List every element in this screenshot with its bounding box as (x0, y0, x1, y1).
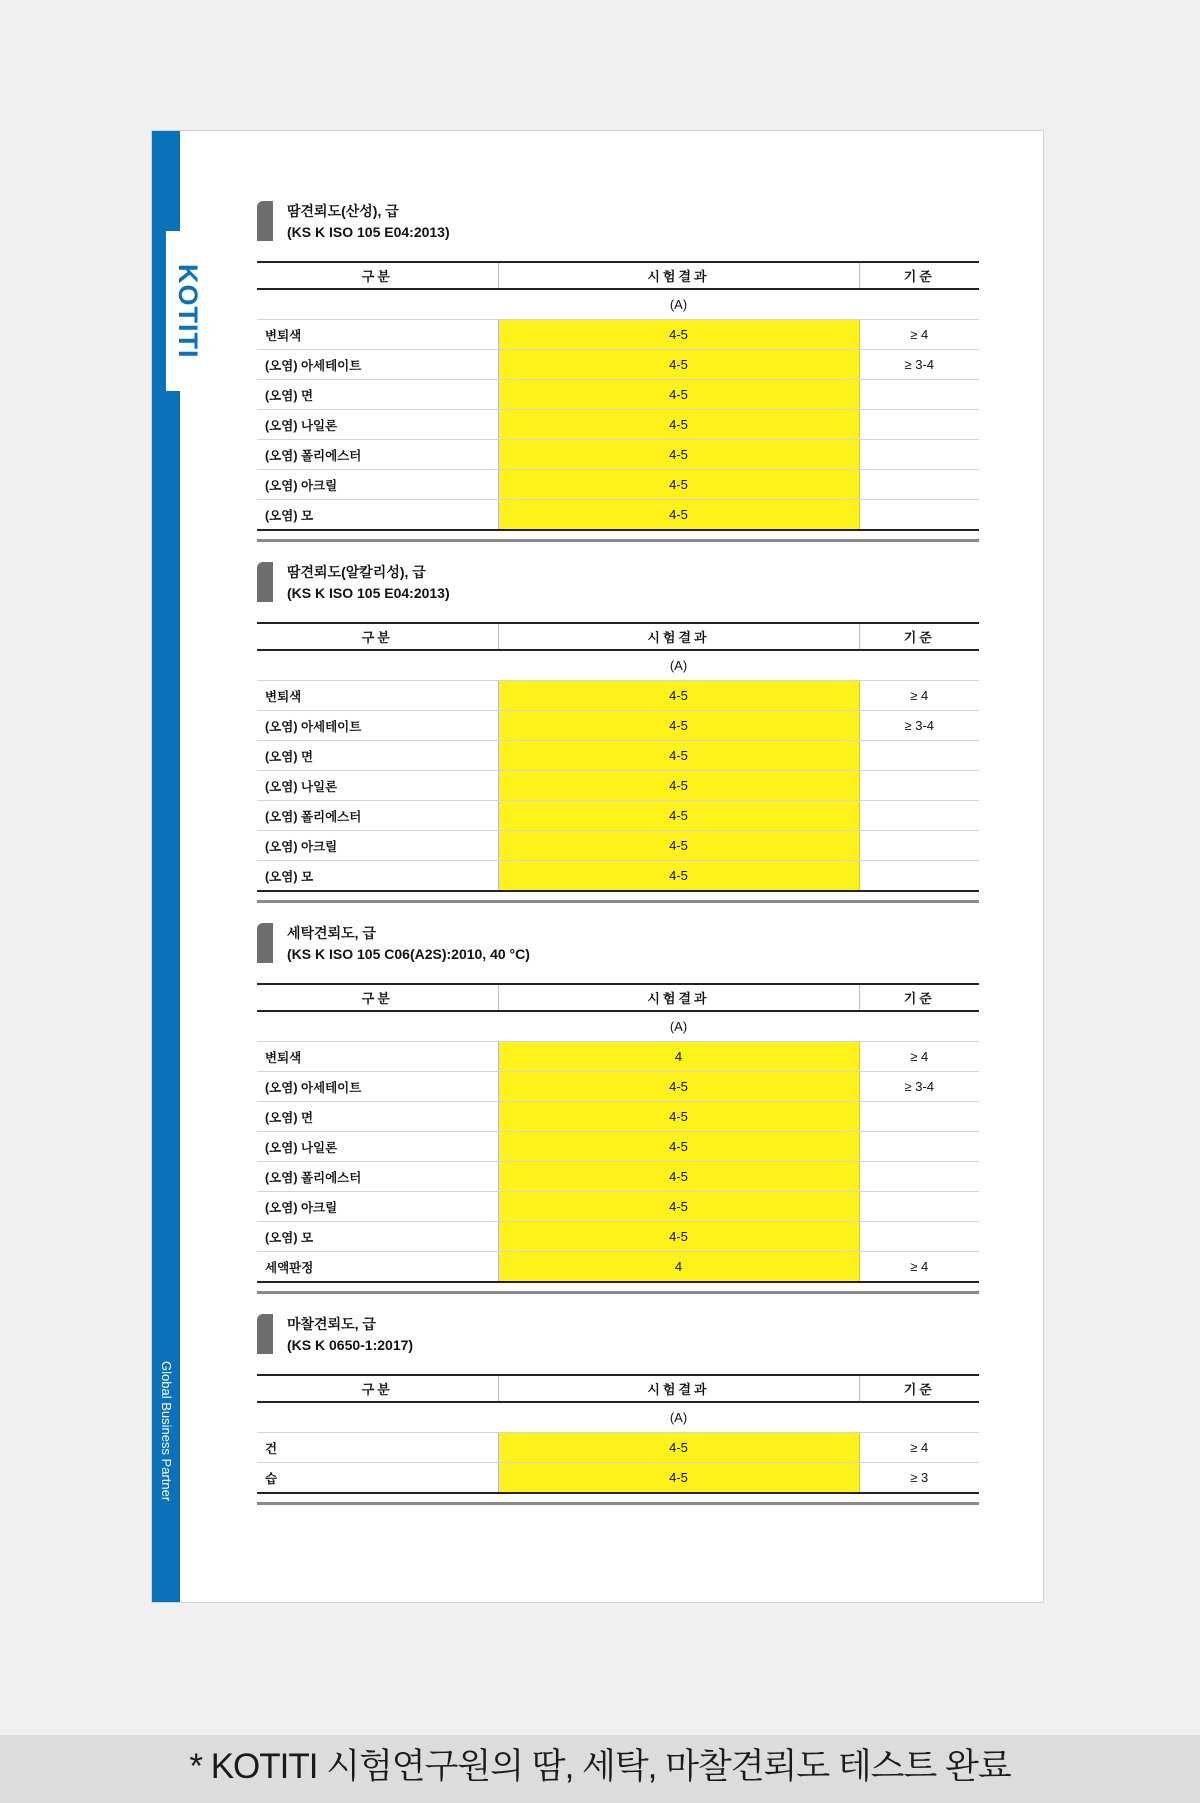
row-standard (859, 831, 979, 861)
table-header-row (257, 984, 979, 1011)
row-category: (오염) 나일론 (257, 410, 498, 440)
row-standard (859, 801, 979, 831)
row-category: (오염) 아세테이트 (257, 350, 498, 380)
row-result: 4-5 (498, 380, 859, 410)
sample-empty-cell (257, 289, 498, 320)
section-header (257, 1314, 979, 1374)
header-result: 시험결과 (498, 623, 859, 650)
header-category: 구분 (257, 262, 498, 289)
row-standard: ≥ 3-4 (859, 1072, 979, 1102)
section-title (287, 201, 450, 243)
table-row (257, 1433, 979, 1463)
row-category: 변퇴색 (257, 681, 498, 711)
section-title-line: 세탁견뢰도, 급 (287, 925, 376, 941)
row-result: 4-5 (498, 681, 859, 711)
row-result: 4 (498, 1042, 859, 1072)
row-category: (오염) 모 (257, 1222, 498, 1252)
table-row (257, 350, 979, 380)
sample-empty-cell (859, 1402, 979, 1433)
row-category: (오염) 폴리에스터 (257, 801, 498, 831)
row-result: 4-5 (498, 410, 859, 440)
table-row (257, 1192, 979, 1222)
row-standard: ≥ 3-4 (859, 350, 979, 380)
test-section (257, 201, 979, 542)
row-standard: ≥ 4 (859, 1042, 979, 1072)
row-category: 세액판정 (257, 1252, 498, 1283)
table-row (257, 440, 979, 470)
row-category: (오염) 아크릴 (257, 831, 498, 861)
header-result: 시험결과 (498, 984, 859, 1011)
table-row (257, 1102, 979, 1132)
row-standard (859, 1162, 979, 1192)
row-result: 4 (498, 1252, 859, 1283)
row-category: (오염) 아세테이트 (257, 711, 498, 741)
row-category: (오염) 모 (257, 500, 498, 531)
header-standard: 기준 (859, 984, 979, 1011)
table-header-row (257, 262, 979, 289)
section-marker (257, 562, 273, 602)
table-row (257, 1072, 979, 1102)
sample-row (257, 1011, 979, 1042)
row-category: (오염) 나일론 (257, 1132, 498, 1162)
sample-label: (A) (498, 289, 859, 320)
header-result: 시험결과 (498, 1375, 859, 1402)
header-standard: 기준 (859, 1375, 979, 1402)
row-result: 4-5 (498, 1222, 859, 1252)
sample-empty-cell (859, 289, 979, 320)
row-standard (859, 1192, 979, 1222)
section-bottom-rule (257, 1502, 979, 1505)
row-category: 건 (257, 1433, 498, 1463)
row-result: 4-5 (498, 801, 859, 831)
results-table (257, 1374, 979, 1494)
brand-tagline: Global Business Partner (159, 1361, 174, 1502)
test-section (257, 923, 979, 1294)
table-row (257, 1252, 979, 1283)
section-marker (257, 923, 273, 963)
table-row (257, 1162, 979, 1192)
section-title (287, 923, 530, 965)
row-result: 4-5 (498, 350, 859, 380)
row-result: 4-5 (498, 320, 859, 350)
row-category: 습 (257, 1463, 498, 1494)
test-section (257, 562, 979, 903)
table-row (257, 771, 979, 801)
table-row (257, 500, 979, 531)
report-page (151, 130, 1044, 1603)
header-result: 시험결과 (498, 262, 859, 289)
results-table (257, 983, 979, 1283)
row-standard (859, 500, 979, 531)
table-row (257, 410, 979, 440)
results-table (257, 261, 979, 531)
section-standard-line: (KS K ISO 105 E04:2013) (287, 224, 450, 240)
row-standard (859, 741, 979, 771)
row-category: (오염) 아세테이트 (257, 1072, 498, 1102)
table-row (257, 380, 979, 410)
table-row (257, 711, 979, 741)
row-category: (오염) 나일론 (257, 771, 498, 801)
header-category: 구분 (257, 984, 498, 1011)
row-standard (859, 410, 979, 440)
header-standard: 기준 (859, 262, 979, 289)
row-category: (오염) 아크릴 (257, 1192, 498, 1222)
table-row (257, 320, 979, 350)
row-standard (859, 1102, 979, 1132)
section-bottom-rule (257, 1291, 979, 1294)
row-standard: ≥ 4 (859, 320, 979, 350)
sample-empty-cell (859, 1011, 979, 1042)
sample-row (257, 1402, 979, 1433)
test-section (257, 1314, 979, 1505)
table-row (257, 470, 979, 500)
row-result: 4-5 (498, 500, 859, 531)
row-standard (859, 771, 979, 801)
row-result: 4-5 (498, 1102, 859, 1132)
section-standard-line: (KS K ISO 105 E04:2013) (287, 585, 450, 601)
sample-row (257, 289, 979, 320)
sample-empty-cell (257, 1011, 498, 1042)
sample-row (257, 650, 979, 681)
section-title (287, 1314, 413, 1356)
table-row (257, 1463, 979, 1494)
row-standard (859, 380, 979, 410)
header-standard: 기준 (859, 623, 979, 650)
row-category: (오염) 폴리에스터 (257, 1162, 498, 1192)
row-standard: ≥ 3 (859, 1463, 979, 1494)
section-title-line: 땀견뢰도(알칼리성), 급 (287, 564, 426, 580)
row-result: 4-5 (498, 1072, 859, 1102)
table-row (257, 1042, 979, 1072)
sample-empty-cell (257, 650, 498, 681)
row-standard (859, 470, 979, 500)
row-standard: ≥ 4 (859, 1433, 979, 1463)
table-row (257, 741, 979, 771)
section-standard-line: (KS K ISO 105 C06(A2S):2010, 40 °C) (287, 946, 530, 962)
row-category: (오염) 면 (257, 380, 498, 410)
row-result: 4-5 (498, 711, 859, 741)
table-row (257, 1222, 979, 1252)
sample-label: (A) (498, 650, 859, 681)
row-standard: ≥ 3-4 (859, 711, 979, 741)
table-row (257, 681, 979, 711)
section-title-line: 마찰견뢰도, 급 (287, 1316, 376, 1332)
section-bottom-rule (257, 900, 979, 903)
results-table (257, 622, 979, 892)
table-row (257, 831, 979, 861)
table-row (257, 1132, 979, 1162)
row-standard (859, 861, 979, 892)
row-standard: ≥ 4 (859, 681, 979, 711)
section-marker (257, 1314, 273, 1354)
sample-label: (A) (498, 1402, 859, 1433)
table-row (257, 861, 979, 892)
row-standard (859, 440, 979, 470)
section-standard-line: (KS K 0650-1:2017) (287, 1337, 414, 1353)
section-marker (257, 201, 273, 241)
row-category: (오염) 아크릴 (257, 470, 498, 500)
row-result: 4-5 (498, 1162, 859, 1192)
row-category: (오염) 면 (257, 741, 498, 771)
sample-label: (A) (498, 1011, 859, 1042)
header-category: 구분 (257, 1375, 498, 1402)
row-result: 4-5 (498, 470, 859, 500)
section-header (257, 923, 979, 983)
section-header (257, 201, 979, 261)
section-title-line: 땀견뢰도(산성), 급 (287, 203, 399, 219)
section-bottom-rule (257, 539, 979, 542)
section-header (257, 562, 979, 622)
row-result: 4-5 (498, 1463, 859, 1494)
row-standard (859, 1132, 979, 1162)
table-header-row (257, 1375, 979, 1402)
row-category: (오염) 면 (257, 1102, 498, 1132)
row-category: 변퇴색 (257, 1042, 498, 1072)
table-header-row (257, 623, 979, 650)
row-category: 변퇴색 (257, 320, 498, 350)
row-result: 4-5 (498, 861, 859, 892)
row-result: 4-5 (498, 440, 859, 470)
row-result: 4-5 (498, 1192, 859, 1222)
row-result: 4-5 (498, 771, 859, 801)
row-category: (오염) 모 (257, 861, 498, 892)
sample-empty-cell (859, 650, 979, 681)
caption-text: * KOTITI 시험연구원의 땀, 세탁, 마찰견뢰도 테스트 완료 (189, 1747, 1011, 1786)
row-standard (859, 1222, 979, 1252)
section-title (287, 562, 450, 604)
sample-empty-cell (257, 1402, 498, 1433)
row-result: 4-5 (498, 1132, 859, 1162)
row-standard: ≥ 4 (859, 1252, 979, 1283)
row-result: 4-5 (498, 741, 859, 771)
kotiti-logo: KOTITI (173, 264, 203, 359)
row-result: 4-5 (498, 1433, 859, 1463)
table-row (257, 801, 979, 831)
caption-bar (0, 1735, 1200, 1803)
row-category: (오염) 폴리에스터 (257, 440, 498, 470)
header-category: 구분 (257, 623, 498, 650)
row-result: 4-5 (498, 831, 859, 861)
